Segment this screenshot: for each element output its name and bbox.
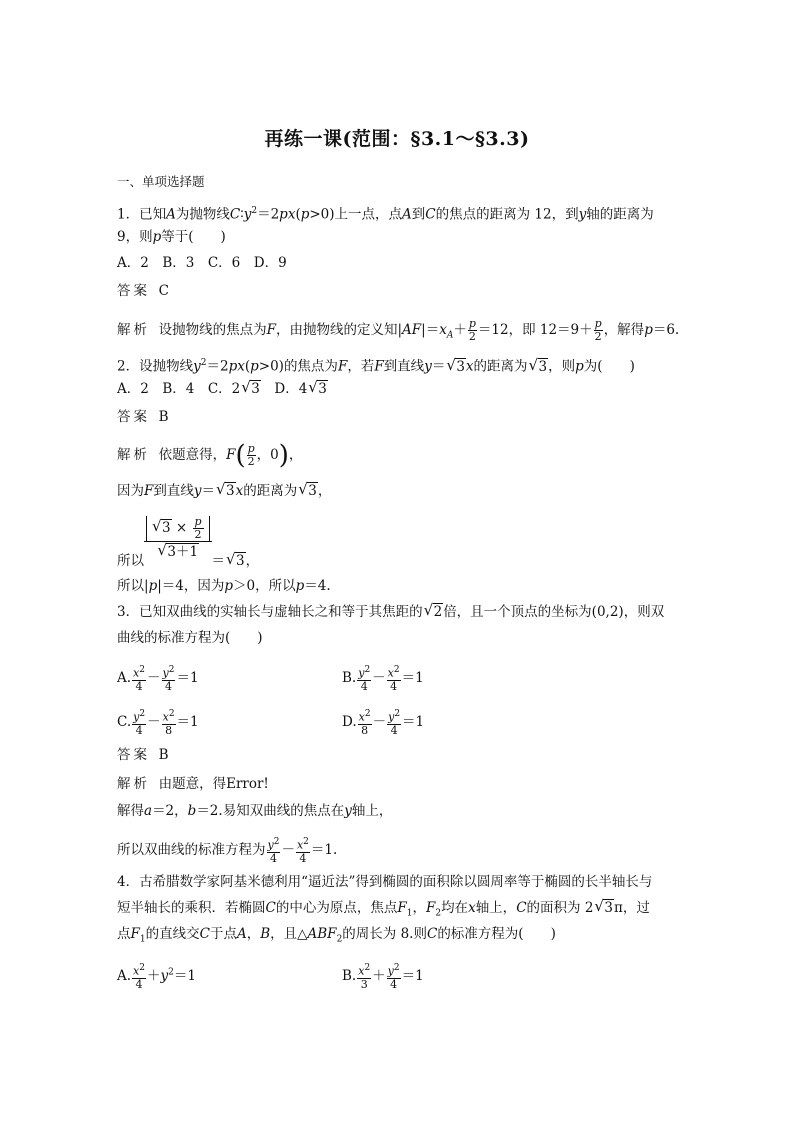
- q3-analysis-line2: 解得a＝2，b＝2.易知双曲线的焦点在y轴上，: [117, 803, 393, 819]
- q2-analysis-line2: 因为F到直线y＝ √ 3x的距离为 √ 3，: [117, 480, 332, 499]
- q1-stem-line1: 1．已知A为抛物线$C∶y^2=2px(p>0)$上一点，点A到C的焦点的距离为 12，到y轴的距离为: [117, 206, 654, 223]
- q4-stem-line2: 短半轴长的乘积．若椭圆C的中心为原点，焦点$F_1$，$F_2$均在x轴上，C的面积为 2 √ 3π，过: [117, 897, 650, 919]
- section-heading: 一、单项选择题: [117, 174, 205, 189]
- q4-option-a: A. $\frac{x^2}{4}$ $+y^2=1$: [117, 963, 196, 991]
- q3-option-c: C. $\frac{y^2}{4}$ － $\frac{x^2}{8}$ ＝1: [117, 709, 199, 737]
- q3-analysis-line3: 所以双曲线的标准方程为 $\frac{y^2}{4}$ － $\frac{x^2}{4}$ ＝1.: [117, 837, 338, 865]
- q1-stem-line2: 9，则p等于( ): [117, 229, 226, 245]
- q2-answer: 答案 B: [117, 409, 169, 425]
- q4-stem-line3: 点$F_1$的直线交C于点A，B，且$\triangle ABF_2$的周长为 8.则C的标准方程为( ): [117, 926, 556, 945]
- page-title: 再练一课(范围：§3.1～§3.3): [264, 128, 530, 150]
- q2-analysis-line4: 所以|p|＝4，因为p＞0，所以p＝4.: [117, 578, 331, 594]
- q2-stem: 2．设抛物线$y^2=2px(p>0)$的焦点为F，若F到直线y＝ √ 3x的距离为 √ 3，则p为( ): [117, 355, 635, 375]
- q3-stem-line1: 3．已知双曲线的实轴长与虚轴长之和等于其焦距的 √ 2倍，且一个顶点的坐标为(0,2)，则双: [117, 601, 665, 620]
- q2-analysis-line1: 解析 依题意得，F( $\frac{p}{2}$ ，0)，: [117, 440, 303, 471]
- q3-answer: 答案 B: [117, 747, 169, 763]
- q2-analysis-line3: 所以 √ 3 × $\frac{p}{2}$ √ 3＋1＝ √ 3，: [117, 515, 260, 569]
- q1-answer: 答案 C: [117, 283, 169, 299]
- q3-stem-line2: 曲线的标准方程为( ): [117, 630, 263, 646]
- q3-option-b: B. $\frac{y^2}{4}$ － $\frac{x^2}{4}$ ＝1: [342, 665, 424, 693]
- q1-options: A．2 B．3 C．6 D．9: [117, 255, 287, 271]
- q2-options: A．2 B．4 C．2 √ 3 D．4 √ 3: [117, 378, 327, 397]
- q3-option-a: A. $\frac{x^2}{4}$ － $\frac{y^2}{4}$ ＝1: [117, 665, 199, 693]
- q3-analysis-line1: 解析 由题意，得Error!: [117, 776, 269, 792]
- q1-analysis: 解析 设抛物线的焦点为F，由抛物线的定义知$|AF|=x_A+$ $\frac{p}{2}$ ＝12，即 12＝9＋ $\frac{p}{2}$ ，解得p＝6.: [117, 317, 680, 343]
- q4-option-b: B. $\frac{x^2}{3}$ ＋ $\frac{y^2}{4}$ ＝1: [342, 963, 424, 991]
- q3-option-d: D. $\frac{x^2}{8}$ － $\frac{y^2}{4}$ ＝1: [342, 709, 425, 737]
- q4-stem-line1: 4．古希腊数学家阿基米德利用“逼近法”得到椭圆的面积除以圆周率等于椭圆的长半轴长与: [117, 874, 653, 890]
